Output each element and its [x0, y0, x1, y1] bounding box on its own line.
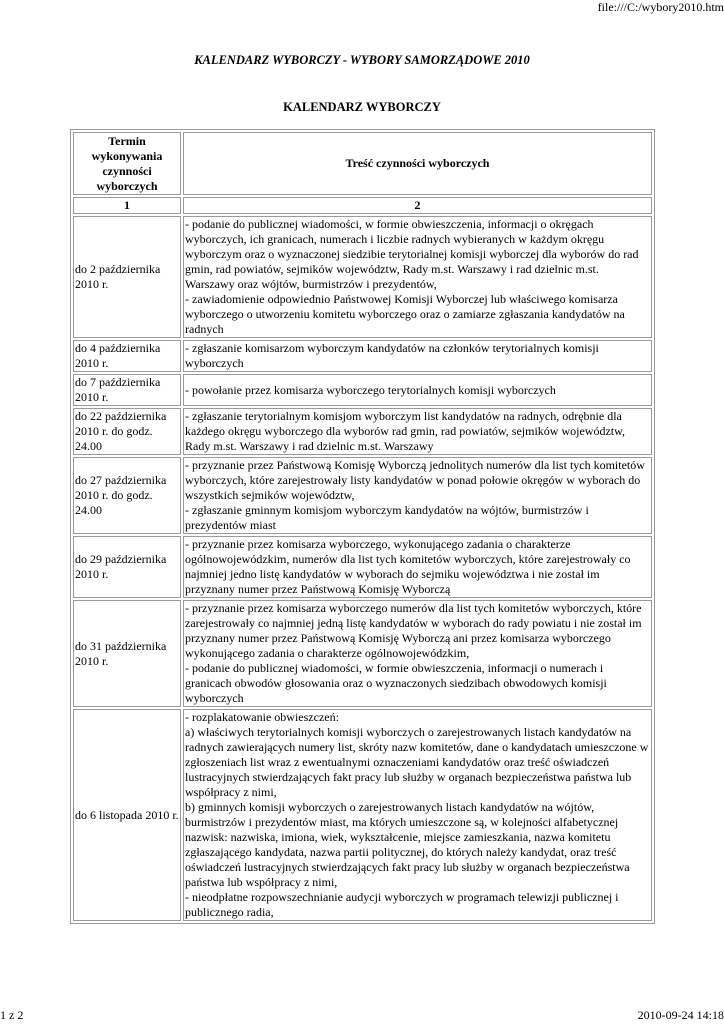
table-row: [73, 216, 652, 338]
print-datetime: 2010-09-24 14:18: [637, 1008, 724, 1022]
table-row: [73, 374, 652, 406]
table-number-row: [73, 197, 652, 214]
row-date: do 2 października 2010 r.: [73, 216, 181, 338]
header-date-column: Termin wykonywania czynności wyborczych: [73, 132, 181, 195]
row-date: do 31 października 2010 r.: [73, 600, 181, 707]
document-title-italic: KALENDARZ WYBORCZY - WYBORY SAMORZĄDOWE 2010: [194, 53, 530, 67]
column-number-2: 2: [183, 197, 652, 214]
page-counter: 1 z 2: [0, 1008, 24, 1022]
table-header-row: [73, 132, 652, 195]
row-date: do 22 października 2010 r. do godz. 24.00: [73, 408, 181, 455]
row-date: do 6 listopada 2010 r.: [73, 709, 181, 921]
row-activity: - zgłaszanie komisarzom wyborczym kandydatów na członków terytorialnych komisji wyborczych: [183, 340, 652, 372]
row-activity: - przyznanie przez komisarza wyborczego numerów dla list tych komitetów wyborczych, które zarejestrowały co najmniej jedną listę kandydatów w wyborach do rady powiatu i nie został im przyznany numer przez Państwową Komisję Wyborczą ani przez komisarza wyborczego wykonującego zadania o charakterze ogólnowojewódzkim, - podanie do publicznej wiadomości, w formie obwieszczenia, informacji o numerach i granicach obwodów głosowania oraz o wyznaczonych siedzibach obwodowych komisji wyborczych: [183, 600, 652, 707]
header-activity-column: Treść czynności wyborczych: [183, 132, 652, 195]
table-row: [73, 600, 652, 707]
table-row: [73, 709, 652, 921]
table-row: [73, 457, 652, 534]
row-date: do 7 października 2010 r.: [73, 374, 181, 406]
table-row: [73, 340, 652, 372]
row-activity: - rozplakatowanie obwieszczeń: a) właściwych terytorialnych komisji wyborczych o zarejestrowanych listach kandydatów na radnych zawierających numery list, skróty nazw komitetów, dane o kandydatach umieszczone w zgłoszeniach list wraz z ewentualnymi oznaczeniami kandydatów oraz treść oświadczeń lustracyjnych stwierdzających fakt pracy lub służby w organach bezpieczeństwa państwa lub współpracy z nimi, b) gminnych komisji wyborczych o zarejestrowanych listach kandydatów na wójtów, burmistrzów i prezydentów miast, ma których umieszczone są, w kolejności alfabetycznej nazwisk: nazwiska, imiona, wiek, wykształcenie, miejsce zamieszkania, nazwa komitetu zgłaszającego kandydata, nazwa partii politycznej, do których należy kandydat, oraz treść oświadczeń lustracyjnych stwierdzających fakt pracy lub służby w organach bezpieczeństwa państwa lub współpracy z nimi, - nieodpłatne rozpowszechnianie audycji wyborczych w programach telewizji publicznej i publicznego radia,: [183, 709, 652, 921]
row-activity: - przyznanie przez komisarza wyborczego, wykonującego zadania o charakterze ogólnowojewódzkim, numerów dla list tych komitetów wyborczych, które zarejestrowały co najmniej jedno listę kandydatów w wyborach do sejmiku województwa i nie został im przyznany numer przez Państwową Komisję Wyborczą: [183, 536, 652, 598]
row-date: do 27 października 2010 r. do godz. 24.00: [73, 457, 181, 534]
row-date: do 4 października 2010 r.: [73, 340, 181, 372]
table-row: [73, 536, 652, 598]
page-url: file:///C:/wybory2010.htm: [597, 0, 724, 14]
election-calendar-table: [70, 129, 655, 924]
column-number-1: 1: [73, 197, 181, 214]
row-activity: - zgłaszanie terytorialnym komisjom wyborczym list kandydatów na radnych, odrębnie dla każdego okręgu wyborczego dla wyborów rad gmin, rad powiatów, sejmików województw, Rady m.st. Warszawy i rad dzielnic m.st. Warszawy: [183, 408, 652, 455]
document-title: KALENDARZ WYBORCZY: [283, 100, 441, 114]
row-activity: - przyznanie przez Państwową Komisję Wyborczą jednolitych numerów dla list tych komitetów wyborczych, które zarejestrowały listy kandydatów w ponad połowie okręgów w wyborach do wszystkich sejmików województw, - zgłaszanie gminnym komisjom wyborczym kandydatów na wójtów, burmistrzów i prezydentów miast: [183, 457, 652, 534]
row-activity: - podanie do publicznej wiadomości, w formie obwieszczenia, informacji o okręgach wyborczych, ich granicach, numerach i liczbie radnych wybieranych w każdym okręgu wyborczym oraz o wyznaczonej siedzibie terytorialnej komisji wyborczej dla wyborów do rad gmin, rad powiatów, sejmików województw, Rady m.st. Warszawy i rad dzielnic m.st. Warszawy oraz wójtów, burmistrzów i prezydentów, - zawiadomienie odpowiednio Państwowej Komisji Wyborczej lub właściwego komisarza wyborczego o utworzeniu komitetu wyborczego oraz o zamiarze zgłaszania kandydatów na radnych: [183, 216, 652, 338]
row-activity: - powołanie przez komisarza wyborczego terytorialnych komisji wyborczych: [183, 374, 652, 406]
row-date: do 29 października 2010 r.: [73, 536, 181, 598]
table-row: [73, 408, 652, 455]
